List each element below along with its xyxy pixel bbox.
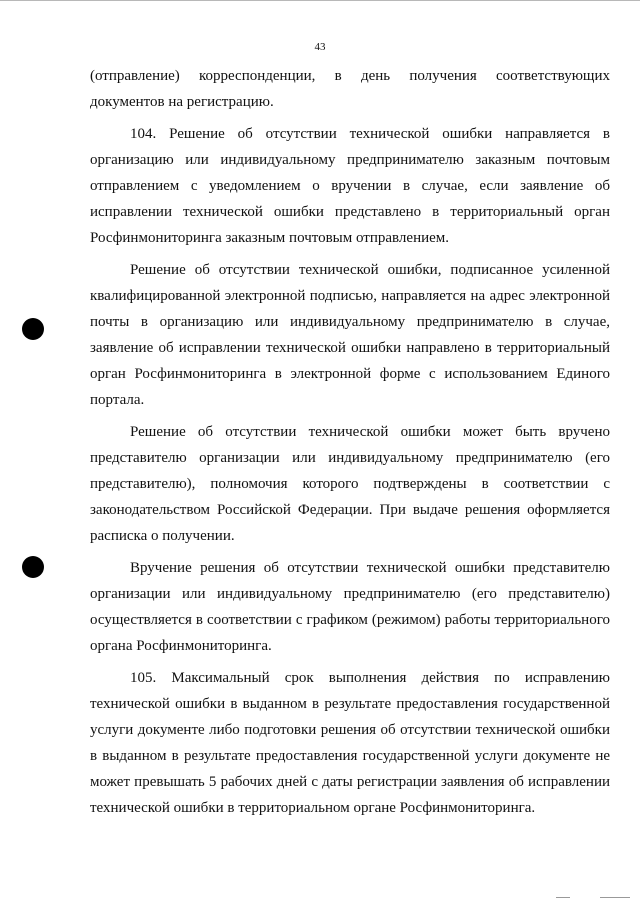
punch-hole-icon [22,318,44,340]
paragraph-continuation: (отправление) корреспонденции, в день получения соответствующих документов на регистрацию. [90,68,610,110]
paragraph-electronic-decision: Решение об отсутствии технической ошибки, подписанное усиленной квалифицированной электронной подписью, направляется на адрес электронной почты в организацию или индивидуальному предпринимателю в случае, заявление об исправлении технической ошибки направлено в территориальный орган Росфинмониторинга в электронной форме с использованием Единого портала. [90,262,610,408]
paragraph-104: 104. Решение об отсутствии технической ошибки направляется в организацию или индивидуальному предпринимателю заказным почтовым отправлением с уведомлением о вручении в случае, если заявление об исправлении технической ошибки представлено в территориальный орган Росфинмониторинга заказным почтовым отправлением. [90,126,610,246]
scan-artifact-line [600,897,630,898]
top-edge-line [0,0,640,1]
punch-hole-icon [22,556,44,578]
paragraph-105: 105. Максимальный срок выполнения действия по исправлению технической ошибки в выданном в результате предоставления государственной услуги документе либо подготовки решения об отсутствии технической ошибки в выданном в результате предоставления государственной услуги документе не может превышать 5 рабочих дней с даты регистрации заявления об исправлении технической ошибки в территориальном органе Росфинмониторинга. [90,670,610,816]
paragraph-handover-representative: Решение об отсутствии технической ошибки может быть вручено представителю организации или индивидуальному предпринимателю (его представителю), полномочия которого подтверждены в соответствии с законодательством Российской Федерации. При выдаче решения оформляется расписка о получении. [90,424,610,544]
paragraph-handover-schedule: Вручение решения об отсутствии технической ошибки представителю организации или индивидуальному предпринимателю (его представителю) осуществляется в соответствии с графиком (режимом) работы территориального органа Росфинмониторинга. [90,560,610,654]
page-number: 43 [314,41,326,53]
scan-artifact-line [556,897,570,898]
document-body [90,63,610,821]
